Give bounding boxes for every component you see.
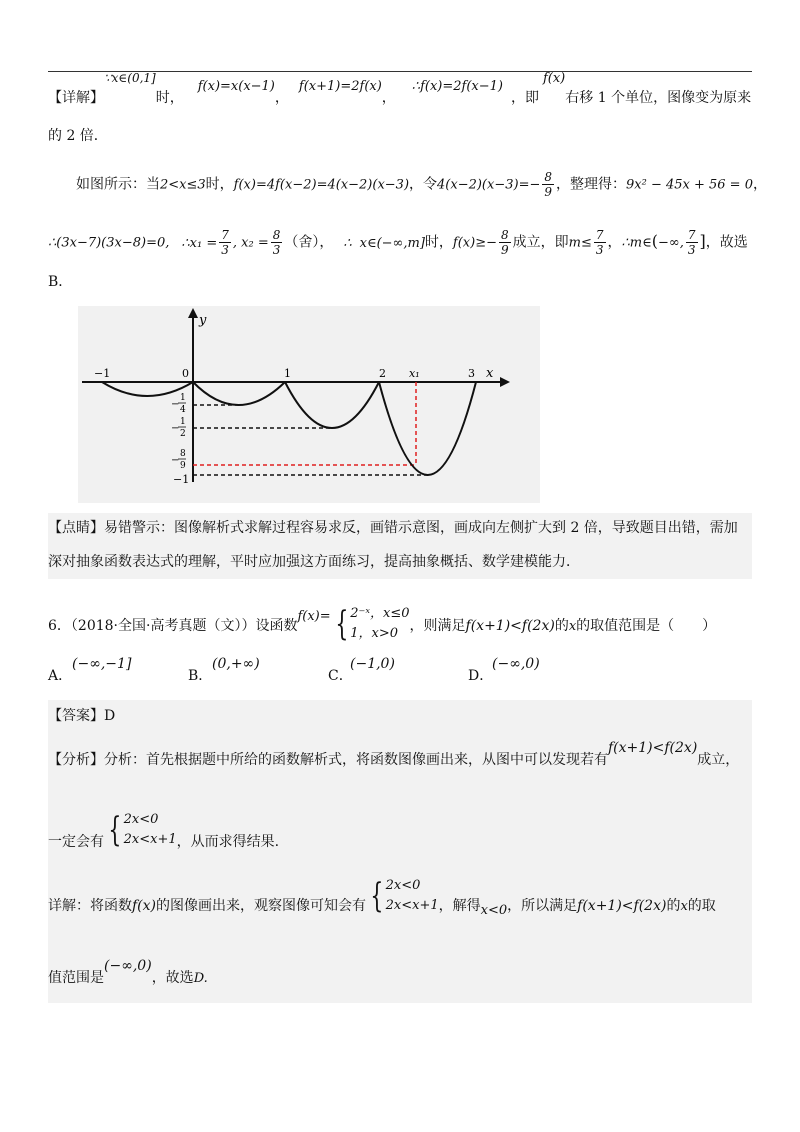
option-a-letter[interactable]: A． <box>48 668 73 684</box>
analysis-ineq: f(x+1)<f(2x) <box>608 740 698 756</box>
detail-text: ， <box>381 90 396 106</box>
detail-formula-1: f(x)=x(x−1) <box>197 79 275 94</box>
fraction: $\frac{8}{3}$ <box>272 228 281 257</box>
system-row: 2x<0 <box>385 878 421 893</box>
system-row: 2x<x+1 <box>123 832 177 847</box>
detail-formula-9: f(x)≥− <box>452 235 497 251</box>
detail-formula-5: ∴(3x−7)(3x−8)=0, <box>48 235 170 251</box>
detail-line-1 <box>48 71 752 106</box>
case-2: 1，x>0 <box>350 626 399 641</box>
detail2-xlt: x<0 <box>480 903 508 918</box>
y-tick-sign: − <box>171 423 180 434</box>
detail-formula-10: m≤ <box>568 235 592 251</box>
x-axis-label: x <box>486 366 494 381</box>
detail-fx: f(x) <box>542 71 566 86</box>
curve-segment-4 <box>379 382 476 475</box>
detail2-line-2 <box>48 956 752 986</box>
detail-eq-lhs: 4(x−2)(x−3)=− <box>437 177 541 193</box>
detail-line-2: 的 2 倍． <box>48 128 108 144</box>
detail-text: ， <box>752 176 767 193</box>
detail2-fx: f(x) <box>132 898 157 914</box>
option-c-value[interactable]: (−1,0) <box>350 656 395 672</box>
y-tick-den: 9 <box>180 461 186 471</box>
y-tick-label: −1 <box>173 473 190 486</box>
detail-formula-11: ∴m∈ <box>621 235 652 251</box>
analysis-text: ，从而求得结果. <box>176 834 280 850</box>
fraction: $\frac{7}{3}$ <box>595 228 604 257</box>
detail2-text: 详解：将函数 <box>48 898 132 914</box>
analysis-system <box>124 810 177 850</box>
detail-text: 成立，即 <box>512 234 569 251</box>
detail-text: （舍）， <box>284 234 334 251</box>
case-1: 2⁻ˣ，x≤0 <box>350 606 410 621</box>
detail-formula-8: x∈(−∞,m] <box>359 235 425 251</box>
detail-text: ，即 <box>510 90 539 106</box>
x-tick-label: −1 <box>94 367 111 380</box>
function-graph <box>78 306 540 503</box>
graph-svg <box>78 306 540 503</box>
question-number: 6． <box>48 618 71 634</box>
analysis-text: 一定会有 <box>48 834 104 850</box>
detail-text: ，令 <box>409 176 438 193</box>
detail2-text: ，所以满足 <box>507 898 578 914</box>
analysis-text: 分析：首先根据题中所给的函数解析式，将函数图像画出来，从图中可以发现若有 <box>104 752 608 768</box>
detail2-x: x <box>680 899 688 914</box>
detail2-range: (−∞,0) <box>104 958 152 974</box>
tips-line-1 <box>48 518 752 538</box>
y-tick-num: 1 <box>180 393 186 403</box>
x-tick-label: 2 <box>379 367 386 380</box>
question-source: （2018·全国·高考真题（文））设函数 <box>70 618 298 634</box>
y-tick-sign: − <box>171 455 180 466</box>
detail-text: 时， <box>155 90 184 106</box>
detail2-text: 值范围是 <box>48 970 104 986</box>
brace: { <box>108 810 122 850</box>
question-text: 的 <box>554 618 569 634</box>
detail2-text: 的 <box>666 898 681 914</box>
fraction: $\frac{7}{3}$ <box>221 228 229 257</box>
detail-text: ， <box>274 90 289 106</box>
detail-label: 【详解】 <box>48 90 104 106</box>
option-b-letter[interactable]: B． <box>188 668 213 684</box>
piecewise-cases <box>350 604 409 644</box>
analysis-line-2 <box>48 810 752 850</box>
detail-eq2: 9x² − 45x + 56 = 0 <box>626 177 753 193</box>
detail-text: 如图所示：当 <box>76 176 160 193</box>
y-tick-num: 1 <box>180 417 186 427</box>
detail-cond: ∵x∈(0,1] <box>104 71 156 85</box>
detail-text: ，故选 <box>705 234 748 251</box>
answer-label: 【答案】 <box>48 708 104 724</box>
detail-line-3 <box>76 170 767 199</box>
detail-formula-4: f(x)=4f(x−2)=4(x−2)(x−3) <box>233 177 410 193</box>
curve-segment-2 <box>193 382 285 405</box>
brace: { <box>370 876 384 916</box>
x-tick-label: x₁ <box>409 367 420 380</box>
y-tick-den: 4 <box>180 405 186 415</box>
tips-text: 易错警示：图像解析式求解过程容易求反，画错示意图，画成向左侧扩大到 2 倍，导致题目出错，需加 <box>104 520 738 536</box>
detail2-line-1 <box>48 876 752 916</box>
x-tick-label: 3 <box>468 367 475 380</box>
detail-formula-6: ∴x₁ = <box>181 235 218 251</box>
detail-formula-12: −∞, <box>658 235 684 251</box>
detail-formula-3: ∴f(x)=2f(x−1) <box>411 79 503 94</box>
detail-text: 时， <box>424 234 453 251</box>
question-text: 的取值范围是（ ） <box>576 618 717 634</box>
option-d-value[interactable]: (−∞,0) <box>492 656 540 672</box>
detail-line-4 <box>48 228 752 257</box>
detail-text: 右移 1 个单位，图像变为原来 <box>565 90 752 106</box>
analysis-text: 成立， <box>697 752 740 768</box>
question-ineq: f(x+1)<f(2x) <box>465 618 555 634</box>
y-axis-arrow <box>188 308 198 318</box>
detail2-text: ，故选 <box>151 970 194 986</box>
detail-formula-7: , x₂ = <box>232 235 269 251</box>
option-c-letter[interactable]: C． <box>328 668 353 684</box>
detail2-text: ，解得 <box>438 898 481 914</box>
detail2-answer: D. <box>193 971 208 986</box>
option-a-value[interactable]: (−∞,−1] <box>72 656 132 672</box>
detail-text: ， <box>607 234 622 251</box>
fraction: $\frac{7}{3}$ <box>687 228 696 257</box>
tips-line-2: 深对抽象函数表达式的理解，平时应加强这方面练习，提高抽象概括、数学建模能力． <box>48 554 580 570</box>
detail2-text: 的取 <box>687 898 716 914</box>
y-axis-label: y <box>199 313 207 328</box>
answer-value: D <box>104 708 116 724</box>
question-text: ，则满足 <box>409 618 466 634</box>
bracket-close: ] <box>699 231 706 251</box>
brace: { <box>334 604 348 644</box>
x-axis-arrow <box>500 377 510 387</box>
option-d-letter[interactable]: D． <box>468 668 494 684</box>
bracket-open: ( <box>651 231 658 251</box>
detail-formula-2: f(x+1)=2f(x) <box>298 79 382 94</box>
x-tick-label: 0 <box>182 367 189 380</box>
question-x: x <box>568 619 577 634</box>
system-row: 2x<0 <box>123 812 159 827</box>
analysis-label: 【分析】 <box>48 752 104 768</box>
detail2-text: 的图像画出来，观察图像可知会有 <box>156 898 367 914</box>
detail-therefore: ∴ <box>343 235 352 251</box>
detail-line-5: B． <box>48 274 73 290</box>
answer-line <box>48 706 752 726</box>
fraction: $\frac{8}{9}$ <box>501 228 509 257</box>
detail2-ineq: f(x+1)<f(2x) <box>577 898 667 914</box>
detail2-system <box>386 876 439 916</box>
detail-text: 时， <box>205 176 234 193</box>
detail-text: ，整理得： <box>556 176 626 193</box>
option-b-value[interactable]: (0,+∞) <box>212 656 260 672</box>
system-row: 2x<x+1 <box>385 898 439 913</box>
tips-label: 【点睛】 <box>48 520 104 536</box>
analysis-line-1 <box>48 738 752 768</box>
question-line <box>48 594 752 644</box>
question-f-lhs: f(x)= <box>297 609 331 624</box>
fraction: $\frac{8}{9}$ <box>544 170 552 199</box>
y-tick-sign: − <box>171 399 180 410</box>
curve-segment-3 <box>285 382 379 428</box>
x-tick-label: 1 <box>284 367 291 380</box>
detail-cond-2: 2<x≤3 <box>160 177 206 193</box>
y-tick-num: 8 <box>180 449 186 459</box>
options-row <box>48 654 752 684</box>
y-tick-den: 2 <box>180 429 186 439</box>
